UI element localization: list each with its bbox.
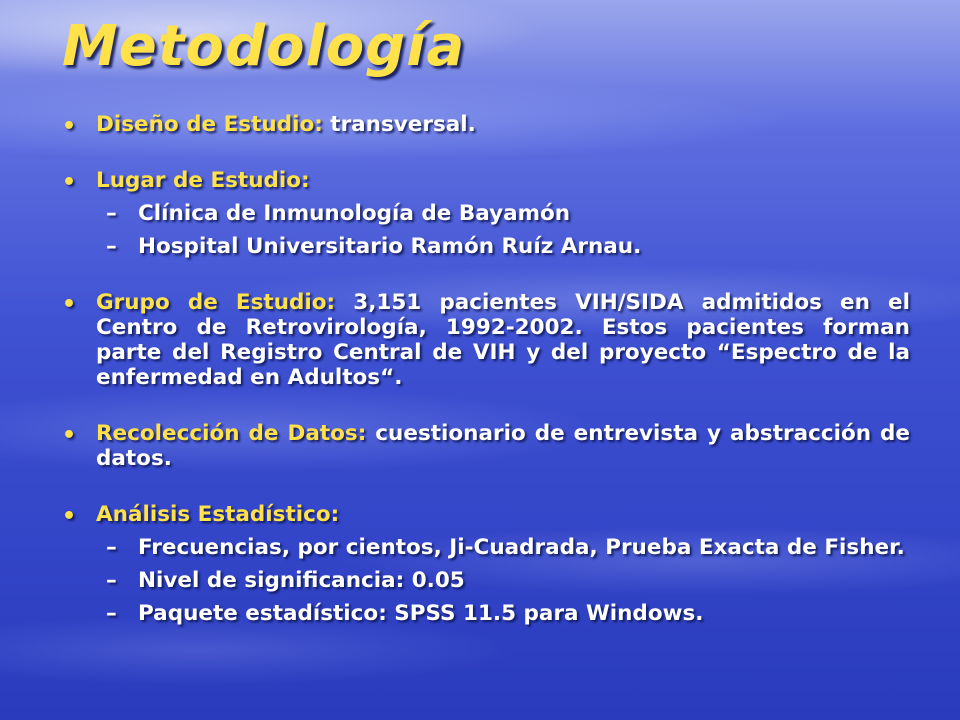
analysis-item bbox=[62, 601, 910, 626]
group-label: Grupo de Estudio: bbox=[96, 290, 336, 315]
bullet-icon: • bbox=[62, 170, 77, 195]
analysis-label: Análisis Estadístico: bbox=[96, 502, 340, 527]
collection-label: Recolección de Datos: bbox=[96, 421, 367, 446]
place-label: Lugar de Estudio: bbox=[96, 168, 310, 193]
bullet-group bbox=[62, 290, 910, 390]
dash-icon: – bbox=[106, 234, 117, 259]
bullet-icon: • bbox=[62, 114, 77, 139]
design-label: Diseño de Estudio: bbox=[96, 112, 323, 137]
bullet-icon: • bbox=[62, 423, 77, 448]
analysis-item-text: Nivel de significancia: 0.05 bbox=[138, 568, 465, 593]
analysis-item-text: Frecuencias, por cientos, Ji-Cuadrada, Prueba Exacta de Fisher. bbox=[138, 535, 905, 560]
place-item-text: Hospital Universitario Ramón Ruíz Arnau. bbox=[138, 234, 642, 259]
bullet-collection bbox=[62, 421, 910, 471]
analysis-item bbox=[62, 535, 910, 560]
collection-text: cuestionario de entrevista y abstracción de datos. bbox=[96, 421, 910, 471]
dash-icon: – bbox=[106, 601, 117, 626]
bullet-design bbox=[62, 112, 910, 137]
dash-icon: – bbox=[106, 568, 117, 593]
design-text: transversal. bbox=[322, 112, 476, 137]
place-item bbox=[62, 234, 910, 259]
group-text: 3,151 pacientes VIH/SIDA admitidos en el Centro de Retrovirología, 1992-2002. Estos pacientes forman parte del Registro Central de VIH y del proyecto “Espectro de la enfermedad en Adultos“. bbox=[96, 290, 911, 390]
bullet-icon: • bbox=[62, 292, 77, 317]
bullet-icon: • bbox=[62, 504, 77, 529]
dash-icon: – bbox=[106, 535, 117, 560]
place-item bbox=[62, 201, 910, 226]
dash-icon: – bbox=[106, 201, 117, 226]
analysis-item bbox=[62, 568, 910, 593]
analysis-item-text: Paquete estadístico: SPSS 11.5 para Windows. bbox=[138, 601, 704, 626]
slide-content bbox=[62, 112, 910, 626]
place-item-text: Clínica de Inmunología de Bayamón bbox=[138, 201, 571, 226]
bullet-analysis bbox=[62, 502, 910, 527]
slide-title: Metodología bbox=[62, 14, 466, 79]
bullet-place bbox=[62, 168, 910, 193]
